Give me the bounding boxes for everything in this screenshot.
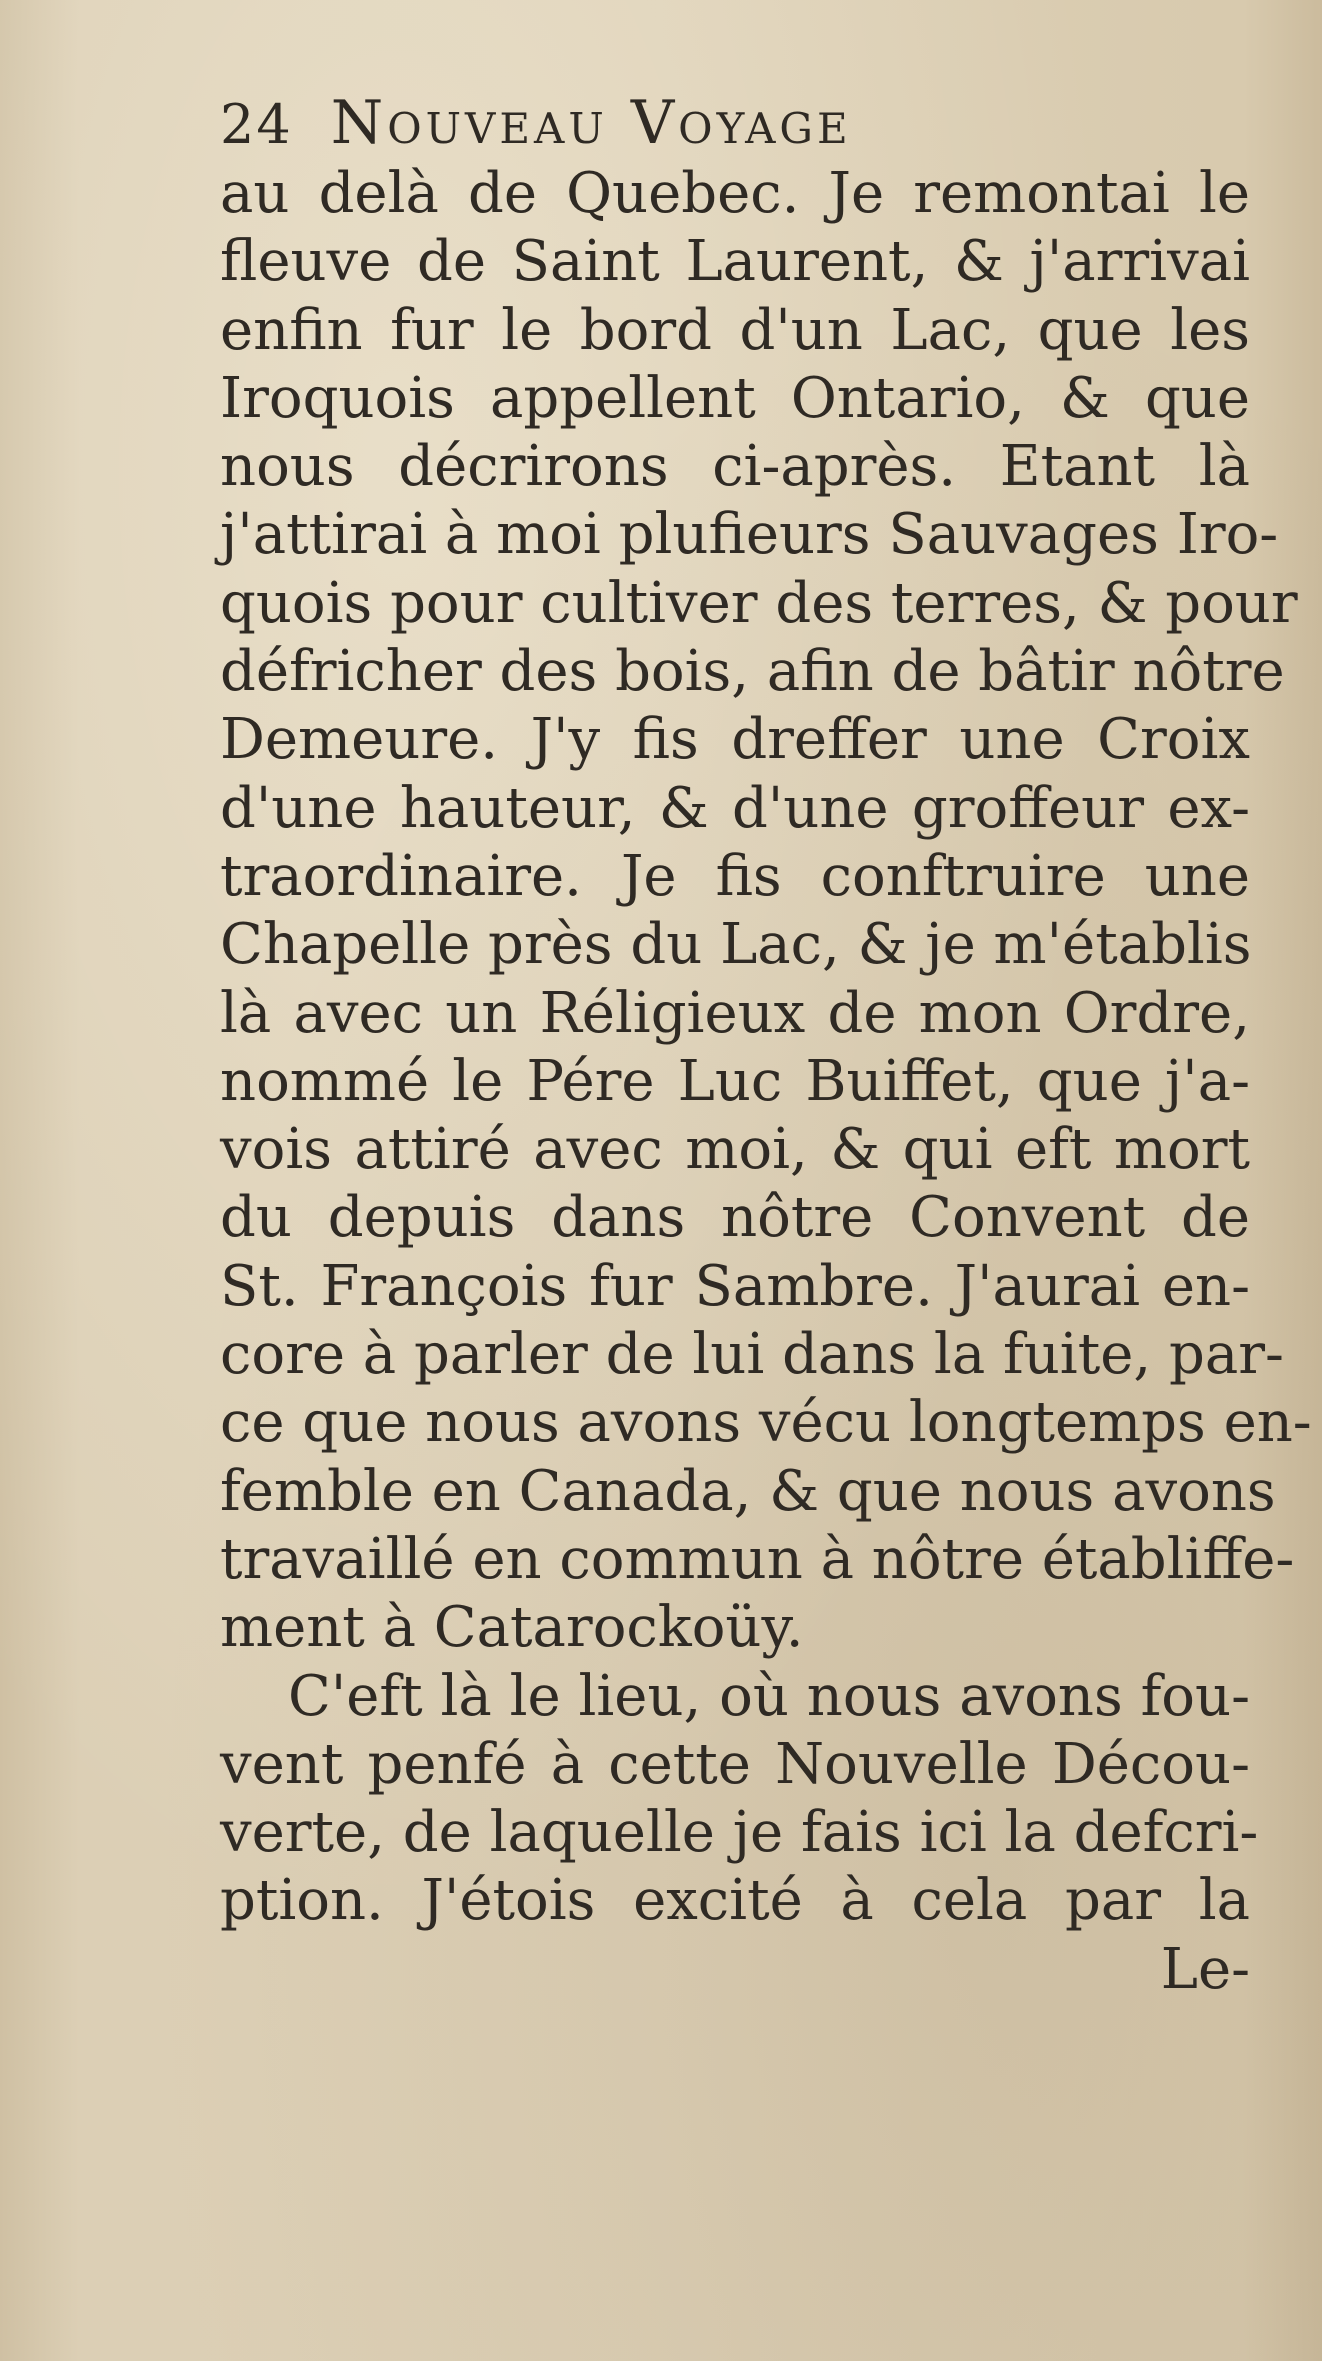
text-line: Demeure. J'y fis dreffer une Croix — [220, 707, 1250, 773]
text-line: là avec un Réligieux de mon Ordre, — [220, 980, 1250, 1046]
text-line: nous décrirons ci-après. Etant là — [220, 434, 1250, 500]
page-text-block — [220, 88, 1312, 2004]
text-line: vois attiré avec moi, & qui eft mort — [220, 1117, 1250, 1183]
text-line: défricher des bois, afin de bâtir nôtre — [220, 639, 1285, 705]
text-line: Chapelle près du Lac, & je m'établis — [220, 912, 1252, 978]
text-line: au delà de Quebec. Je remontai le — [220, 161, 1250, 226]
text-line: Iroquois appellent Ontario, & que — [220, 365, 1250, 431]
text-line: C'eft là le lieu, où nous avons fou- — [288, 1663, 1250, 1729]
text-line: vent penfé à cette Nouvelle Décou- — [220, 1731, 1250, 1797]
catchword: Le- — [1160, 1936, 1250, 2002]
text-line: nommé le Pére Luc Buiffet, que j'a- — [220, 1048, 1250, 1114]
text-line: ment à Catarockoüy. — [220, 1595, 804, 1661]
running-title: Nouveau Voyage — [330, 88, 852, 158]
page-header — [220, 88, 1250, 160]
text-line: traordinaire. Je fis conftruire une — [220, 843, 1250, 909]
text-line: St. François fur Sambre. J'aurai en- — [220, 1253, 1250, 1319]
text-line: enfin fur le bord d'un Lac, que les — [220, 297, 1250, 363]
body-text — [220, 160, 1312, 2004]
text-line: fleuve de Saint Laurent, & j'arrivai — [220, 229, 1250, 295]
text-line: d'une hauteur, & d'une groffeur ex- — [220, 775, 1250, 841]
page-number: 24 — [220, 93, 293, 156]
text-line: quois pour cultiver des terres, & pour — [220, 570, 1298, 636]
text-line: femble en Canada, & que nous avons — [220, 1458, 1276, 1524]
text-line: ce que nous avons vécu longtemps en- — [220, 1390, 1312, 1456]
text-line: travaillé en commun à nôtre établiffe- — [220, 1526, 1295, 1592]
text-line: ption. J'étois excité à cela par la — [220, 1868, 1250, 1934]
text-line: verte, de laquelle je fais ici la defcri- — [220, 1800, 1259, 1866]
text-line: j'attirai à moi plufieurs Sauvages Iro- — [220, 502, 1279, 568]
text-line: core à parler de lui dans la fuite, par- — [220, 1322, 1284, 1388]
text-line: du depuis dans nôtre Convent de — [220, 1185, 1250, 1251]
